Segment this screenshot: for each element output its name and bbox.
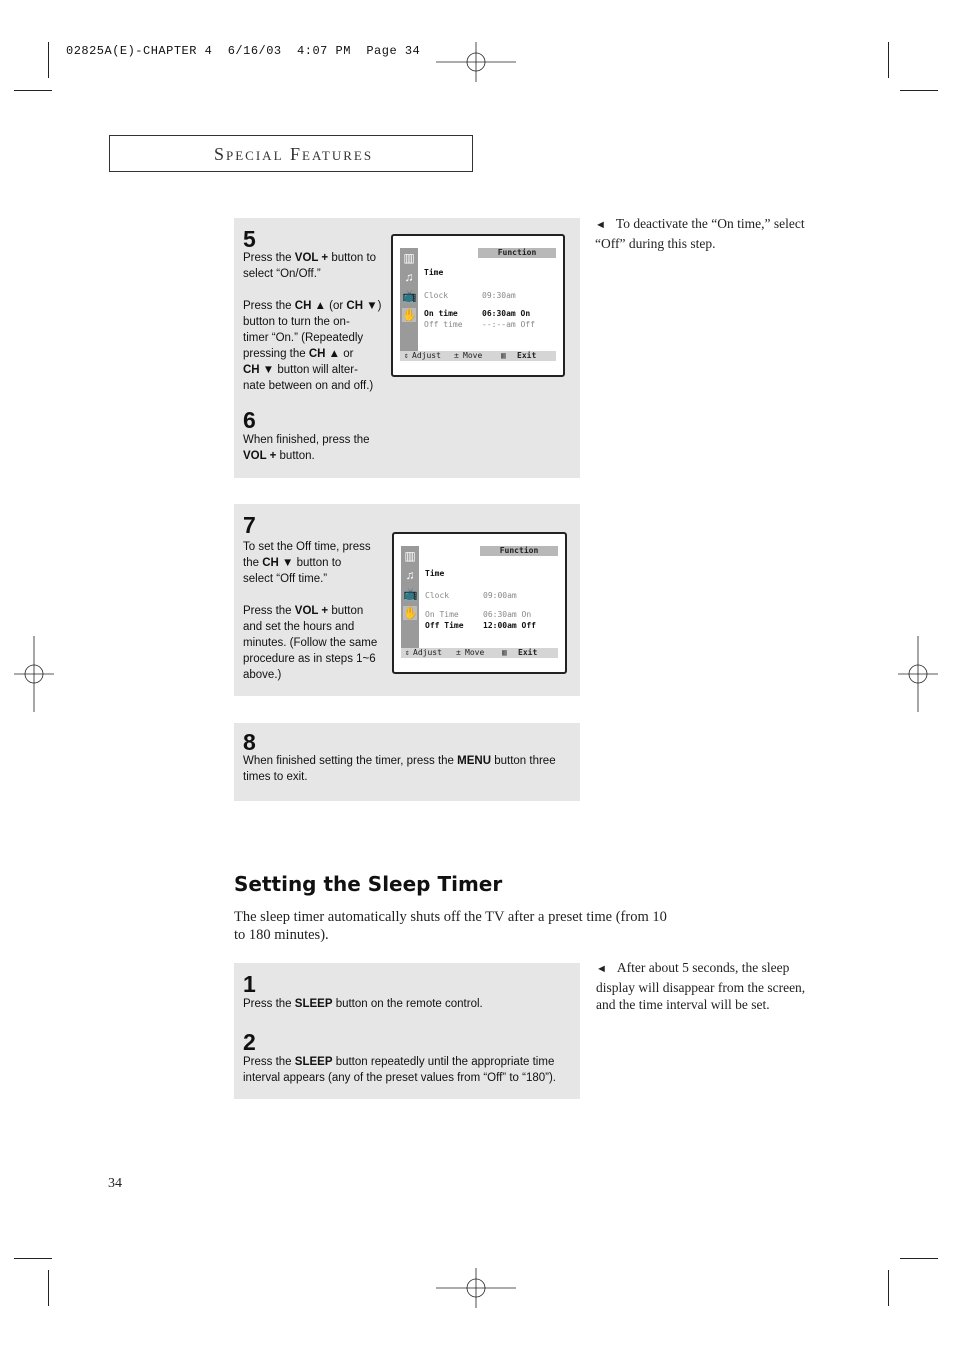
step-number: 5 xyxy=(243,226,256,252)
step-text-line: Press the CH ▲ (or CH ▼) xyxy=(243,300,382,312)
left-pointer-icon: ◄ xyxy=(595,219,606,231)
step-text-line: When finished, press the xyxy=(243,434,370,446)
step-8-panel xyxy=(234,723,580,801)
step-text-line: nate between on and off.) xyxy=(243,380,374,392)
registration-mark xyxy=(898,636,938,712)
tv-menu-screen xyxy=(391,234,565,377)
menu-row-value: 06:30am On xyxy=(483,610,532,619)
step-text-line: and set the hours and xyxy=(243,621,355,633)
step-text-line xyxy=(243,282,393,298)
menu-row-label: On time xyxy=(424,309,458,318)
step-text-line xyxy=(243,587,393,603)
crop-mark xyxy=(14,1258,52,1259)
menu-title: Time xyxy=(424,268,444,277)
menu-row-value: 06:30am On xyxy=(482,309,531,318)
menu-row-value: 12:00am Off xyxy=(483,621,536,630)
function-icon: ✋ xyxy=(402,308,417,322)
tv-menu-screen xyxy=(392,532,567,674)
crop-mark xyxy=(48,42,49,78)
step-text-line: button to turn the on- xyxy=(243,316,350,328)
steps-5-6-panel xyxy=(234,218,580,478)
function-icon: ✋ xyxy=(403,606,418,620)
step-text-line: Press the SLEEP button on the remote control. xyxy=(243,998,483,1010)
step-text-line: minutes. (Follow the same xyxy=(243,637,378,649)
crop-mark xyxy=(900,1258,938,1259)
menu-button-icon: ▥ xyxy=(501,351,506,360)
sleep-step-2-text xyxy=(243,1054,578,1086)
step-number: 1 xyxy=(243,971,256,997)
step-text-line: select “On/Off.” xyxy=(243,268,321,280)
menu-row-label: Clock xyxy=(425,591,450,600)
footer-exit: Exit xyxy=(518,648,538,657)
step-5-text xyxy=(243,250,393,394)
step-8-text xyxy=(243,753,573,785)
step-text-line: To set the Off time, press xyxy=(243,541,371,553)
menu-row-value: 09:00am xyxy=(483,591,517,600)
step-number: 2 xyxy=(243,1029,256,1055)
updown-arrow-icon: ⇕ xyxy=(404,351,409,360)
crop-mark xyxy=(48,1270,49,1306)
registration-mark xyxy=(14,636,54,712)
footer-move: Move xyxy=(465,648,485,657)
sleep-timer-heading: Setting the Sleep Timer xyxy=(234,872,503,896)
step-text-line: timer “On.” (Repeatedly xyxy=(243,332,364,344)
step-text-line: Press the VOL + button xyxy=(243,605,364,617)
picture-icon: ▥ xyxy=(404,549,416,563)
sleep-display-note: ◄ After about 5 seconds, the sleep display will disappear from the screen, and the time interval will be set. xyxy=(596,960,806,1012)
menu-row-value: --:--am Off xyxy=(482,320,535,329)
step-text-line: Press the VOL + button to xyxy=(243,252,377,264)
crop-mark xyxy=(888,1270,889,1306)
section-title: Special Features xyxy=(214,144,374,164)
crop-mark xyxy=(900,90,938,91)
sleep-steps-panel xyxy=(234,963,580,1099)
menu-title: Time xyxy=(425,569,445,578)
step-text-line: CH ▼ button will alter- xyxy=(243,364,358,376)
registration-mark xyxy=(436,42,516,82)
menu-row-label: On Time xyxy=(425,610,459,619)
step-number: 6 xyxy=(243,407,256,433)
sound-icon: ♫ xyxy=(405,568,415,582)
step-7-text xyxy=(243,539,393,683)
plus-minus-icon: ± xyxy=(454,351,459,360)
page-number: 34 xyxy=(108,1176,122,1191)
step-text-line: the CH ▼ button to xyxy=(243,557,342,569)
menu-row-label: Off time xyxy=(424,320,463,329)
step-number: 8 xyxy=(243,729,256,755)
step-text-line: interval appears (any of the preset values from “Off” to “180”). xyxy=(243,1072,556,1084)
channel-icon: 📺 xyxy=(403,587,418,601)
step-text-line: above.) xyxy=(243,669,282,681)
deactivate-note: ◄ To deactivate the “On time,” select “Off” during this step. xyxy=(595,216,805,251)
menu-footer-bar xyxy=(401,648,558,658)
section-header-box xyxy=(109,135,473,172)
step-7-panel xyxy=(234,504,580,696)
step-text-line: When finished setting the timer, press the MENU button three xyxy=(243,755,556,767)
menu-button-icon: ▥ xyxy=(502,648,507,657)
step-text-line: times to exit. xyxy=(243,771,308,783)
picture-icon: ▥ xyxy=(403,251,415,265)
sleep-timer-intro: The sleep timer automatically shuts off the TV after a preset time (from 10 to 180 minutes). xyxy=(234,909,667,943)
channel-icon: 📺 xyxy=(402,289,417,303)
sleep-step-1-text xyxy=(243,996,573,1012)
step-text-line: Press the SLEEP button repeatedly until the appropriate time xyxy=(243,1056,555,1068)
footer-exit: Exit xyxy=(517,351,537,360)
footer-adjust: Adjust xyxy=(412,351,441,360)
menu-icon-column xyxy=(400,248,418,359)
menu-function-label: Function xyxy=(480,546,558,556)
plus-minus-icon: ± xyxy=(456,648,461,657)
registration-mark xyxy=(436,1268,516,1308)
footer-move: Move xyxy=(463,351,483,360)
menu-row-label: Off Time xyxy=(425,621,464,630)
menu-row-value: 09:30am xyxy=(482,291,516,300)
sound-icon: ♫ xyxy=(404,270,414,284)
menu-footer-bar xyxy=(400,351,556,361)
menu-row-label: Clock xyxy=(424,291,449,300)
menu-function-label: Function xyxy=(478,248,556,258)
menu-icon-column xyxy=(401,546,419,656)
step-text-line: procedure as in steps 1~6 xyxy=(243,653,376,665)
updown-arrow-icon: ⇕ xyxy=(405,648,410,657)
left-pointer-icon: ◄ xyxy=(596,963,607,975)
footer-adjust: Adjust xyxy=(413,648,442,657)
step-text-line: VOL + button. xyxy=(243,450,315,462)
step-text-line: select “Off time.” xyxy=(243,573,328,585)
step-text-line: pressing the CH ▲ or xyxy=(243,348,354,360)
print-header: 02825A(E)-CHAPTER 4 6/16/03 4:07 PM Page 34 xyxy=(66,44,421,58)
crop-mark xyxy=(14,90,52,91)
step-6-text xyxy=(243,432,393,464)
crop-mark xyxy=(888,42,889,78)
step-number: 7 xyxy=(243,512,256,538)
